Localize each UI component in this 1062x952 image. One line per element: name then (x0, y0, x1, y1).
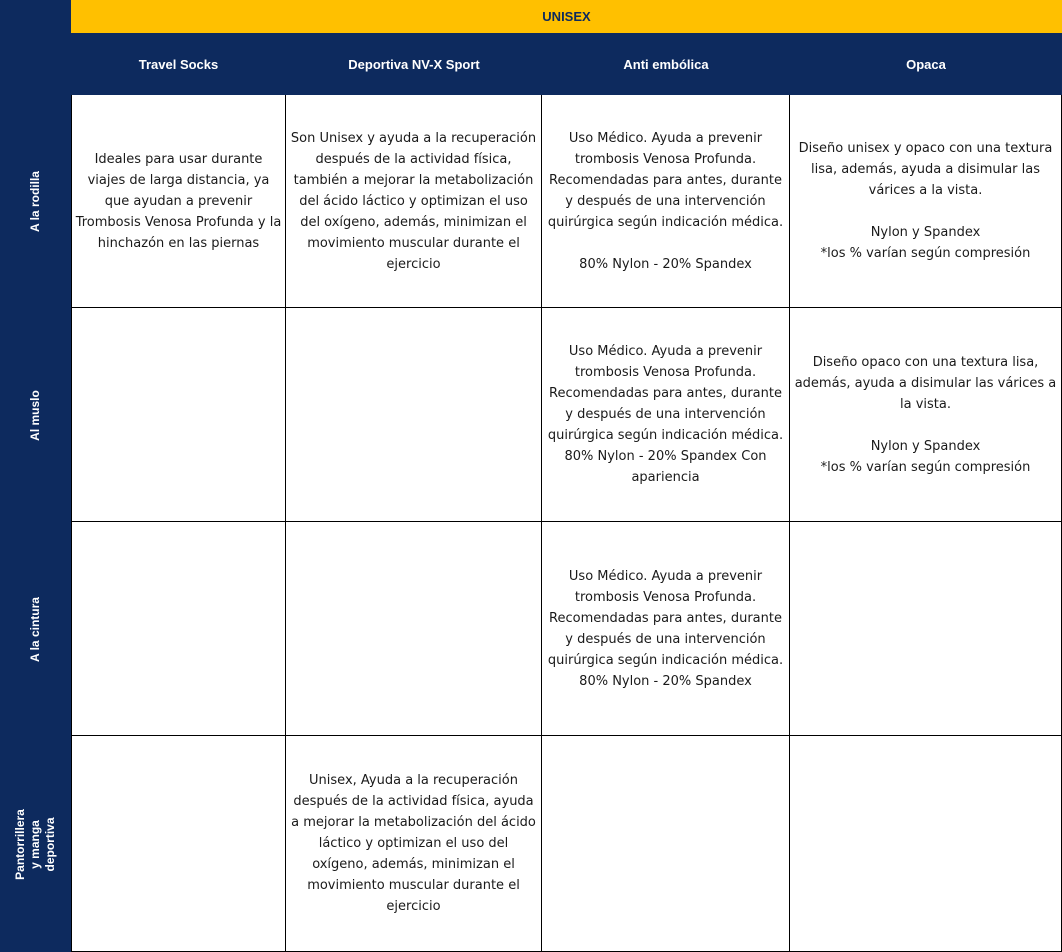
table-cell (542, 95, 790, 308)
row-header-muslo (0, 308, 71, 522)
table-cell (542, 736, 790, 952)
table-cell (790, 522, 1062, 736)
table-cell (790, 95, 1062, 308)
row-header-cintura (0, 522, 71, 736)
table-cell (71, 308, 286, 522)
table-cell (286, 522, 542, 736)
cell-text: Son Unisex y ayuda a la recuperación después de la actividad física, también a mejorar la metabolización del ácido láctico y optimizan el uso del oxígeno, además, minimizan el movimiento muscular durante el ejercicio (290, 130, 537, 272)
table-cell (286, 736, 542, 952)
column-header-anti-embolica: Anti embólica (623, 57, 709, 72)
row-header-rodilla (0, 95, 71, 308)
cell-text: Uso Médico. Ayuda a prevenir trombosis Venosa Profunda. Recomendadas para antes, durante y después de una intervención quirúrgica según indicación médica. 80% Nylon - 20% Spandex Con apariencia (547, 344, 784, 485)
row-label: Pantorrillera y manga deportiva (13, 808, 57, 880)
table-cell (71, 95, 286, 308)
column-header-row (71, 34, 1062, 95)
column-header-opaca: Opaca (906, 57, 946, 72)
table-cell (286, 95, 542, 308)
table-cell (71, 522, 286, 736)
cell-text: Uso Médico. Ayuda a prevenir trombosis Venosa Profunda. Recomendadas para antes, durante y después de una intervención quirúrgica según indicación médica. 80% Nylon - 20% Spandex (547, 130, 784, 272)
group-header-unisex: UNISEX (71, 0, 1062, 34)
row-label: A la rodilla (28, 171, 42, 232)
column-header-deportiva: Deportiva NV-X Sport (348, 57, 480, 72)
cell-text: Diseño opaco con una textura lisa, además, ayuda a disimular las várices a la vista. Nylon y Spandex *los % varían según compresión (794, 354, 1057, 475)
table-cell (286, 308, 542, 522)
row-label: Al muslo (27, 389, 42, 441)
cell-text: Uso Médico. Ayuda a prevenir trombosis Venosa Profunda. Recomendadas para antes, durante y después de una intervención quirúrgica según indicación médica. 80% Nylon - 20% Spandex (547, 568, 784, 689)
table-cell (542, 522, 790, 736)
row-header-pantorrillera (0, 736, 71, 952)
table-cell (71, 736, 286, 952)
row-label: A la cintura (28, 596, 42, 662)
table-cell (790, 736, 1062, 952)
cell-text: Unisex, Ayuda a la recuperación después de la actividad física, ayuda a mejorar la metabolización del ácido láctico y optimizan el uso del oxígeno, además, minimizan el movimiento muscular durante el ejercicio (291, 773, 536, 914)
column-header-travel-socks: Travel Socks (138, 57, 219, 72)
cell-text: Diseño unisex y opaco con una textura lisa, además, ayuda a disimular las várices a la vista. Nylon y Spandex *los % varían según compresión (798, 141, 1053, 261)
table-cell (542, 308, 790, 522)
cell-text: Ideales para usar durante viajes de larga distancia, ya que ayudan a prevenir Trombosis Venosa Profunda y la hinchazón en las piernas (75, 151, 282, 251)
table-cell (790, 308, 1062, 522)
corner-block (0, 0, 71, 95)
